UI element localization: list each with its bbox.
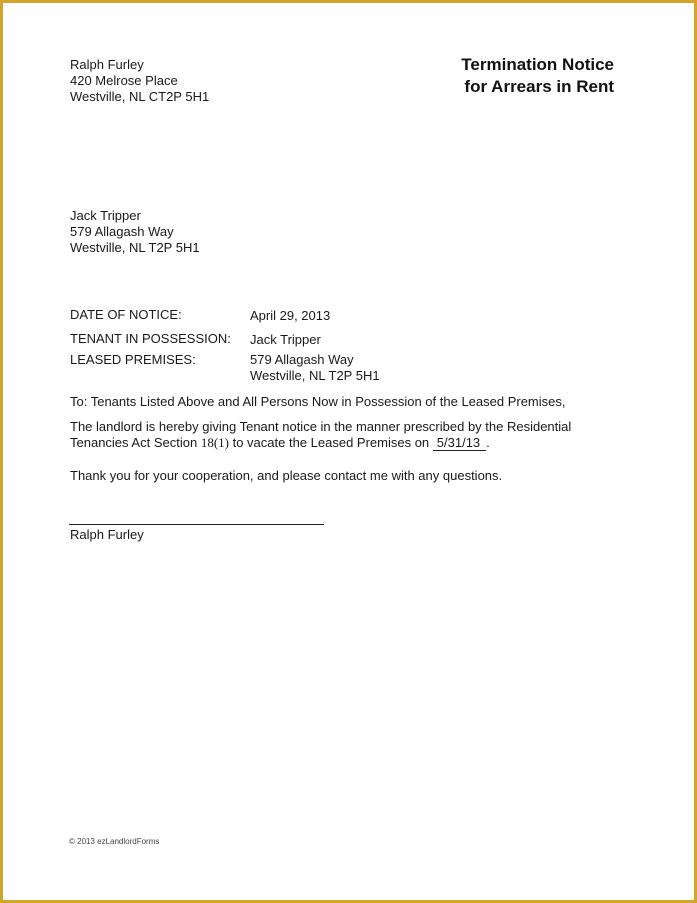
date-of-notice-value: April 29, 2013	[250, 308, 331, 323]
notice-text-pre: Tenancies Act Section	[70, 435, 201, 450]
document-title	[461, 54, 614, 98]
salutation: To: Tenants Listed Above and All Persons Now in Possession of the Leased Premises,	[70, 394, 566, 409]
premises-line-2: Westville, NL T2P 5H1	[250, 368, 380, 383]
notice-line-1: The landlord is hereby giving Tenant notice in the manner prescribed by the Residential	[70, 419, 572, 434]
vacate-date: 5/31/13	[433, 436, 486, 451]
premises-label: LEASED PREMISES:	[70, 352, 196, 367]
sender-name: Ralph Furley	[70, 57, 144, 72]
premises-value	[250, 352, 380, 384]
notice-period: .	[486, 435, 490, 450]
tenant-label: TENANT IN POSSESSION:	[70, 331, 231, 346]
notice-text-mid: to vacate the Leased Premises on	[228, 435, 433, 450]
tenant-value: Jack Tripper	[250, 332, 321, 347]
notice-line-2	[70, 435, 571, 451]
closing-paragraph: Thank you for your cooperation, and please contact me with any questions.	[70, 468, 503, 483]
signature-name: Ralph Furley	[70, 527, 144, 542]
sender-street: 420 Melrose Place	[70, 73, 178, 88]
recipient-street: 579 Allagash Way	[70, 224, 174, 239]
title-line-1: Termination Notice	[461, 55, 614, 74]
copyright-footer: © 2013 ezLandlordForms	[69, 837, 160, 846]
title-line-2: for Arrears in Rent	[464, 77, 614, 96]
date-of-notice-label: DATE OF NOTICE:	[70, 307, 182, 322]
notice-paragraph	[70, 419, 571, 451]
premises-line-1: 579 Allagash Way	[250, 352, 354, 367]
recipient-name: Jack Tripper	[70, 208, 141, 223]
recipient-address	[70, 208, 200, 256]
signature-line	[69, 524, 324, 525]
sender-address	[70, 57, 209, 105]
section-reference: 18(1)	[200, 435, 229, 450]
recipient-city: Westville, NL T2P 5H1	[70, 240, 200, 255]
sender-city: Westville, NL CT2P 5H1	[70, 89, 210, 104]
